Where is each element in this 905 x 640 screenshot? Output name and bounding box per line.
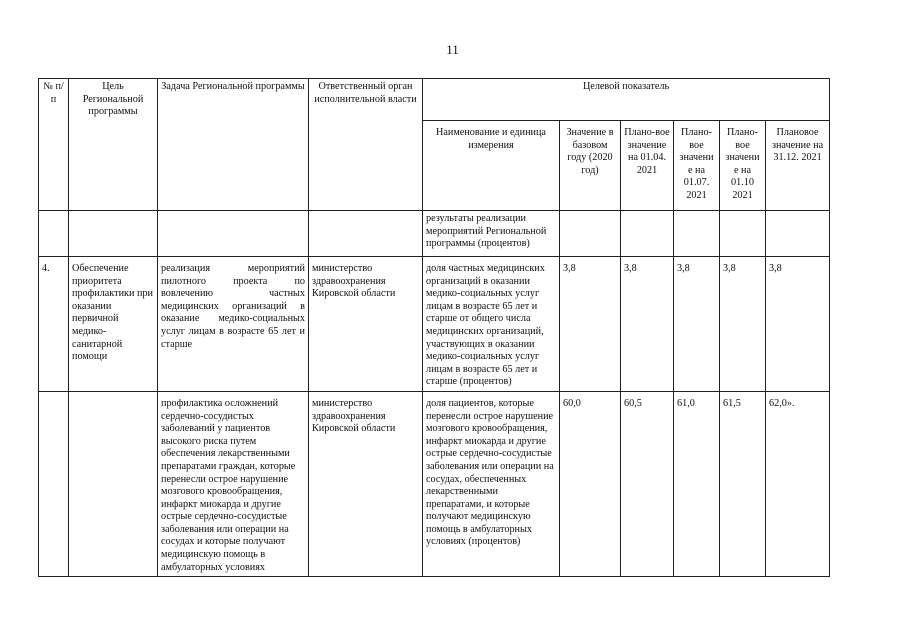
row-task xyxy=(158,211,309,257)
row-indicator: доля пациентов, которые перенесли острое нарушение мозгового кровообращения, инфаркт миокарда и другие острые сердечно-сосудистые заболевания или операции на сосудах, обеспеченных лекарственными препаратами, и которые получают медицинскую помощь в амбулаторных условиях (процентов) xyxy=(423,391,560,576)
table-row xyxy=(39,391,830,576)
row-plan-3112: 62,0». xyxy=(766,391,830,576)
header-num: № п/п xyxy=(39,79,69,211)
header-task: Задача Региональной программы xyxy=(158,79,309,211)
header-organ: Ответственный орган исполнительной власти xyxy=(309,79,423,211)
header-plan-0104: Плано-вое значение на 01.04. 2021 xyxy=(621,121,674,211)
row-plan-0104 xyxy=(621,211,674,257)
header-base-value: Значение в базовом году (2020 год) xyxy=(560,121,621,211)
header-plan-0107: Плано-вое значени е на 01.07. 2021 xyxy=(674,121,720,211)
row-base-value: 3,8 xyxy=(560,257,621,392)
row-plan-0110: 3,8 xyxy=(720,257,766,392)
row-indicator: результаты реализации мероприятий Региональной программы (процентов) xyxy=(423,211,560,257)
header-plan-0110: Плано-вое значени е на 01.10 2021 xyxy=(720,121,766,211)
row-plan-0104: 3,8 xyxy=(621,257,674,392)
header-plan-3112: Плановое значение на 31.12. 2021 xyxy=(766,121,830,211)
header-target-indicator: Целевой показатель xyxy=(423,79,830,121)
row-goal: Обеспечение приоритета профилактики при оказании первичной медико-санитарной помощи xyxy=(69,257,158,392)
row-plan-0107 xyxy=(674,211,720,257)
row-organ: министерство здравоохранения Кировской области xyxy=(309,391,423,576)
row-plan-0110: 61,5 xyxy=(720,391,766,576)
table-row xyxy=(39,211,830,257)
row-num xyxy=(39,211,69,257)
row-num xyxy=(39,391,69,576)
table-row xyxy=(39,257,830,392)
header-indicator-name: Наименование и единица измерения xyxy=(423,121,560,211)
header-goal: Цель Региональной программы xyxy=(69,79,158,211)
row-plan-0107: 3,8 xyxy=(674,257,720,392)
row-num: 4. xyxy=(39,257,69,392)
row-plan-3112: 3,8 xyxy=(766,257,830,392)
row-base-value xyxy=(560,211,621,257)
target-indicators-table xyxy=(38,78,830,577)
row-organ xyxy=(309,211,423,257)
header-row-1 xyxy=(39,79,830,121)
row-indicator: доля частных медицинских организаций в оказании медико-социальных услуг лицам в возрасте 65 лет и старше от общего числа медицинских организаций, участвующих в оказании медико-социальных услуг лицам в возрасте 65 лет и старше (процентов) xyxy=(423,257,560,392)
row-plan-0110 xyxy=(720,211,766,257)
row-base-value: 60,0 xyxy=(560,391,621,576)
row-plan-0107: 61,0 xyxy=(674,391,720,576)
page-number: 11 xyxy=(446,42,459,57)
row-organ: министерство здравоохранения Кировской области xyxy=(309,257,423,392)
row-goal xyxy=(69,211,158,257)
row-task: реализация мероприятий пилотного проекта по вовлечению частных медицинских организаций в оказание медико-социальных услуг лицам в возрасте 65 лет и старше xyxy=(158,257,309,392)
row-goal xyxy=(69,391,158,576)
row-plan-3112 xyxy=(766,211,830,257)
row-plan-0104: 60,5 xyxy=(621,391,674,576)
row-task: профилактика осложнений сердечно-сосудистых заболеваний у пациентов высокого риска путем обеспечения лекарственными препаратами граждан, которые перенесли острое нарушение мозгового кровообращения, инфаркт миокарда и другие острые сердечно-сосудистые заболевания или операции на сосудах и которые получают медицинскую помощь в амбулаторных условиях xyxy=(158,391,309,576)
